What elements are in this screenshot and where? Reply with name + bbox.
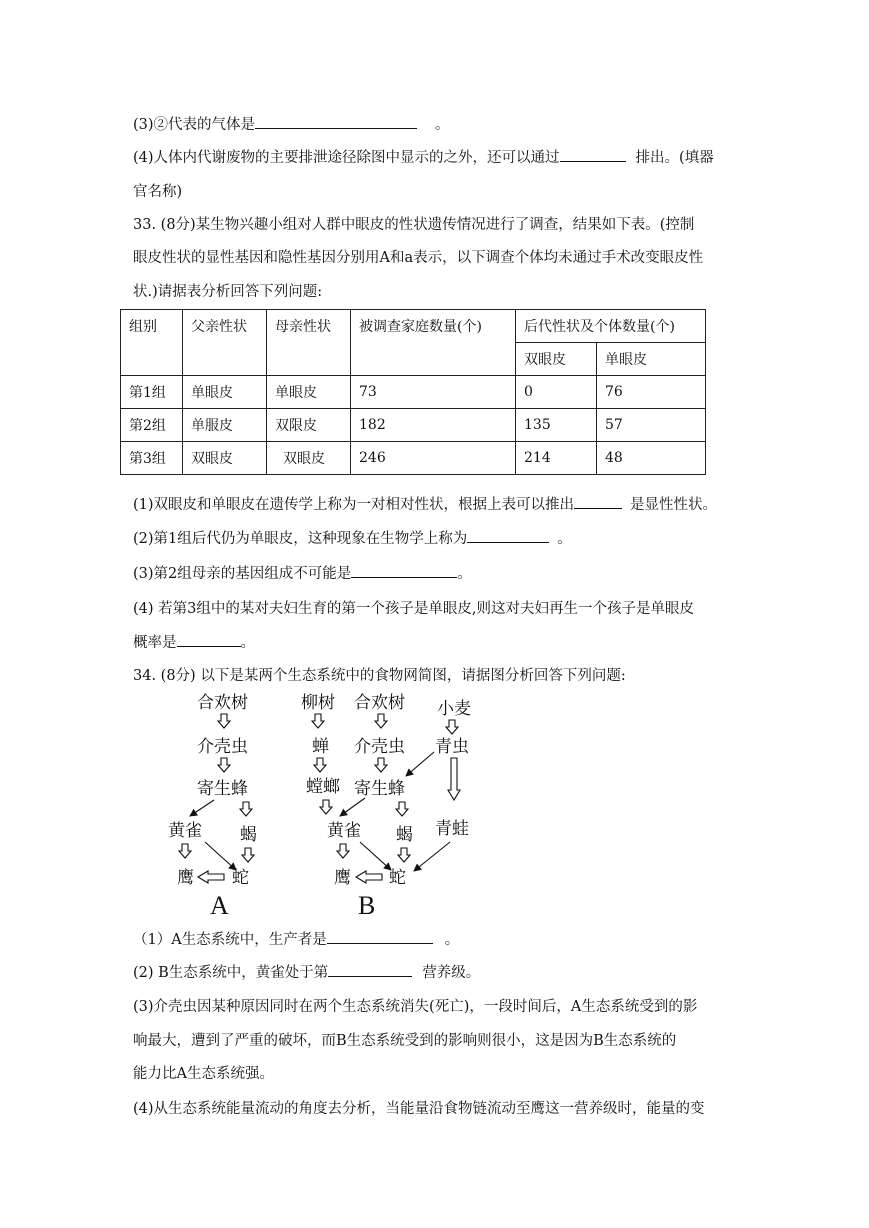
header-offspring: 后代性状及个体数量(个) (516, 310, 706, 343)
node-b-willow: 柳树 (301, 693, 335, 713)
header-double-eyelid: 双眼皮 (516, 343, 597, 376)
q33-part2: (2)第1组后代仍为单眼皮，这种现象在生物学上称为 。 (133, 527, 572, 548)
node-b-wasp: 寄生蜂 (354, 779, 405, 799)
node-b-cicada: 蝉 (312, 737, 329, 757)
answer-blank[interactable] (327, 929, 433, 944)
answer-blank[interactable] (467, 528, 549, 543)
table-row (121, 376, 706, 409)
q34-part1: （1）A生态系统中，生产者是 。 (133, 928, 459, 949)
q33-part4-line1: (4) 若第3组中的某对夫妇生育的第一个孩子是单眼皮,则这对夫妇再生一个孩子是单眼皮 (133, 601, 694, 617)
label-a: A (210, 891, 229, 920)
food-web-a (168, 693, 257, 920)
q33-intro-line3: 状.)请据表分析回答下列问题: (133, 284, 323, 300)
q33-part4-line2: 概率是 。 (133, 631, 255, 652)
q33-intro-line1: 33. (8分)某生物兴趣小组对人群中眼皮的性状遗传情况进行了调查，结果如下表。(控制 (133, 217, 695, 233)
cell-family-count: 182 (351, 409, 516, 442)
cell-double: 214 (516, 442, 597, 475)
node-a-tree: 合欢树 (197, 693, 248, 713)
cell-single: 76 (597, 376, 706, 409)
node-a-eagle: 鹰 (177, 868, 194, 888)
header-family-count: 被调查家庭数量(个) (351, 310, 516, 376)
header-group: 组别 (121, 310, 183, 376)
answer-blank[interactable] (328, 962, 412, 977)
q34-part3-line3: 能力比A生态系统强。 (133, 1066, 274, 1082)
cell-mother: 单眼皮 (267, 376, 351, 409)
label-b: B (358, 891, 376, 920)
q33-intro-line2: 眼皮性状的显性基因和隐性基因分别用A和a表示，以下调查个体均未通过手术改变眼皮性 (133, 250, 704, 266)
cell-father: 双眼皮 (183, 442, 267, 475)
header-mother: 母亲性状 (267, 310, 351, 376)
node-b-sparrow: 黄雀 (327, 821, 361, 841)
cell-single: 48 (597, 442, 706, 475)
answer-blank[interactable] (255, 114, 417, 129)
answer-blank[interactable] (351, 563, 457, 578)
food-web-diagram (160, 688, 490, 920)
node-b-wheat: 小麦 (437, 699, 471, 719)
cell-double: 0 (516, 376, 597, 409)
table-header-row (121, 310, 706, 343)
cell-family-count: 246 (351, 442, 516, 475)
answer-blank[interactable] (560, 147, 626, 162)
cell-family-count: 73 (351, 376, 516, 409)
cell-father: 单服皮 (183, 409, 267, 442)
q32-part4-continued: 官名称) (133, 184, 183, 200)
eyelid-survey-table (120, 309, 706, 475)
table-row (121, 409, 706, 442)
node-a-snake: 蛇 (232, 868, 249, 888)
node-a-scale-insect: 介壳虫 (197, 737, 248, 757)
table-row (121, 442, 706, 475)
node-b-frog: 青蛙 (435, 819, 469, 839)
answer-blank[interactable] (574, 494, 622, 509)
cell-single: 57 (597, 409, 706, 442)
node-b-scorpion: 蝎 (396, 825, 413, 845)
cell-group: 第1组 (121, 376, 183, 409)
q32-part3: (3)②代表的气体是 。 (133, 113, 450, 134)
header-father: 父亲性状 (183, 310, 267, 376)
node-a-sparrow: 黄雀 (168, 821, 202, 841)
header-single-eyelid: 单眼皮 (597, 343, 706, 376)
cell-mother: 双眼皮 (267, 442, 351, 475)
food-web-b (301, 693, 471, 920)
q32-part4: (4)人体内代谢废物的主要排泄途径除图中显示的之外，还可以通过 排出。(填器 (133, 146, 714, 167)
node-b-scale-insect: 介壳虫 (354, 737, 405, 757)
cell-mother: 双限皮 (267, 409, 351, 442)
node-b-eagle: 鹰 (334, 868, 351, 888)
node-b-caterpillar: 青虫 (435, 737, 469, 757)
q33-part1: (1)双眼皮和单眼皮在遗传学上称为一对相对性状，根据上表可以推出 是显性性状。 (133, 493, 717, 514)
answer-blank[interactable] (177, 632, 241, 647)
node-a-scorpion: 蝎 (240, 825, 257, 845)
q34-intro: 34. (8分) 以下是某两个生态系统中的食物网简图，请据图分析回答下列问题: (133, 668, 626, 684)
node-b-tree: 合欢树 (354, 693, 405, 713)
node-b-snake: 蛇 (389, 868, 406, 888)
q34-part3-line1: (3)介壳虫因某种原因同时在两个生态系统消失(死亡)，一段时间后，A生态系统受到的影 (133, 999, 698, 1015)
node-a-wasp: 寄生蜂 (197, 779, 248, 799)
cell-group: 第2组 (121, 409, 183, 442)
q34-part2: (2) B生态系统中，黄雀处于第 营养级。 (133, 961, 480, 982)
q34-part3-line2: 响最大，遭到了严重的破坏，而B生态系统受到的影响则很小，这是因为B生态系统的 (133, 1033, 677, 1049)
cell-father: 单眼皮 (183, 376, 267, 409)
cell-double: 135 (516, 409, 597, 442)
q33-part3: (3)第2组母亲的基因组成不可能是 。 (133, 562, 472, 583)
node-b-mantis: 螳螂 (306, 777, 340, 797)
cell-group: 第3组 (121, 442, 183, 475)
q34-part4-line1: (4)从生态系统能量流动的角度去分析，当能量沿食物链流动至鹰这一营养级时，能量的变 (133, 1101, 705, 1117)
